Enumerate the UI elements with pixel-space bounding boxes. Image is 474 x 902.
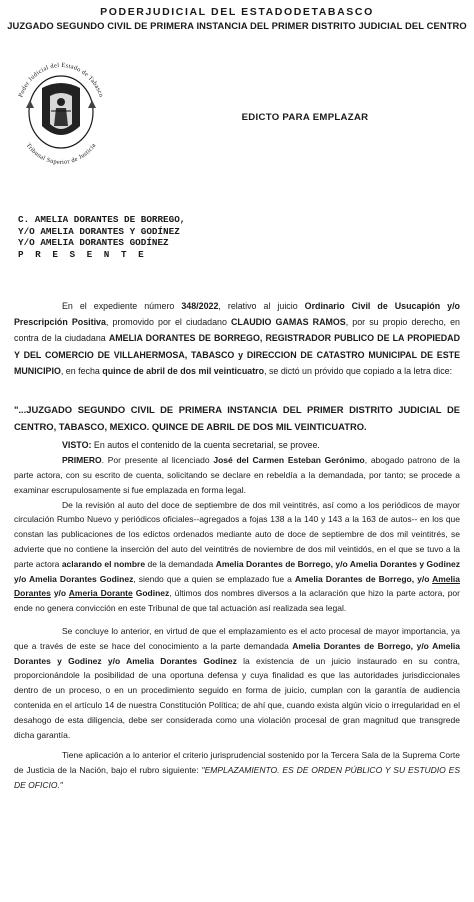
primero-label: PRIMERO bbox=[62, 455, 102, 466]
text-run: En el expediente número bbox=[62, 301, 182, 311]
paragraph-tesis bbox=[14, 748, 460, 792]
court-header-title: PODERJUDICIAL DEL ESTADODETABASCO bbox=[100, 6, 374, 18]
paragraph-primero bbox=[14, 453, 460, 497]
text-run: Se concluye lo anterior, en virtud de que el emplazamiento es el acto procesal de mayor importancia, ya que a través de este se hace del conocimiento a la parte demandada bbox=[14, 625, 460, 651]
ruling-date: quince de abril de dos mil veinticuatro bbox=[102, 365, 265, 376]
text-run: , en fecha bbox=[60, 365, 103, 376]
case-type: Ordinario Civil de Usucapión y/o Prescripción Positiva bbox=[14, 301, 460, 328]
text-run: . Por presente al licenciado bbox=[101, 455, 214, 466]
text-run: la existencia de un juicio instaurado en su contra, proporcionándole la posibilidad de una oportuna defensa y cuya finalidad es que las autoridades jurisdiccionales dentro de un proceso, o en un procedimiento seguido en forma de juicio, cumplan con la garantía de audiencia contenida en el artículo 14 de nuestra Constitución Política; de ahí que, cuando exista algún vicio o irregularidad en el desahogo de esta diligencia, debe ser considerada como una violación procesal de gran magnitud que transgrede dicha garantía. bbox=[14, 655, 460, 740]
defendant-names: Amelia Dorantes de Borrego, y/o Amelia Dorantes y Godinez y/o Amelia Dorantes Godinez bbox=[14, 640, 460, 666]
addressee-presente: P R E S E N T E bbox=[18, 248, 147, 260]
paragraph-visto bbox=[14, 437, 460, 453]
addressee-block bbox=[18, 214, 458, 260]
text-run: , se dictó un próvido que copiado a la letra dice: bbox=[264, 365, 453, 376]
plaintiff-name: CLAUDIO GAMAS RAMOS bbox=[231, 317, 346, 328]
underlined-name: Ameria Dorante bbox=[68, 588, 133, 599]
case-number: 348/2022 bbox=[181, 301, 219, 311]
seal-bottom-text: Tribunal Superior de Justicia bbox=[24, 141, 98, 166]
court-seal-icon bbox=[6, 48, 116, 170]
jurisprudence-heading: "EMPLAZAMIENTO. ES DE ORDEN PÚBLICO Y SU ESTUDIO ES DE OFICIO." bbox=[14, 765, 460, 790]
text-run: Tiene aplicación a lo anterior el criterio jurisprudencial sostenido por la Tercera Sala de la Suprema Corte de Justicia de la Nación, bajo el rubro siguiente: bbox=[14, 750, 460, 776]
bold-run: Godinez bbox=[132, 588, 170, 599]
attorney-name: José del Carmen Esteban Gerónimo bbox=[213, 455, 365, 466]
defendants-names: AMELIA DORANTES DE BORREGO, REGISTRADOR PUBLICO DE LA PROPIEDAD Y DEL COMERCIO DE VILLAHERMOSA, TABASCO y DIRECCION DE CATASTRO MUNICIPAL DE ESTE MUNICIPIO bbox=[14, 333, 460, 376]
edict-body bbox=[14, 298, 460, 793]
defendant-names: Amelia Dorantes de Borrego, y/o Amelia Dorantes y Godinez y/o Amelia Dorantes Godinez bbox=[14, 558, 460, 584]
paragraph-revision bbox=[14, 498, 460, 616]
court-header-subtitle: JUZGADO SEGUNDO CIVIL DE PRIMERA INSTANCIA DEL PRIMER DISTRITO JUDICIAL DEL CENTRO bbox=[7, 20, 467, 31]
text-run: , últimos dos nombres diversos a la aclaración que hizo la parte actora, por ende no genera convicción en este Tribunal de que tal actuación así realizada sea legal. bbox=[14, 588, 460, 614]
quote-heading: "...JUZGADO SEGUNDO CIVIL DE PRIMERA INSTANCIA DEL PRIMER DISTRITO JUDICIAL DE CENTRO, TABASCO, MEXICO. QUINCE DE ABRIL DE DOS MIL VEINTICUATRO. bbox=[14, 404, 460, 433]
text-run: , siendo que a quien se emplazado fue a bbox=[133, 573, 295, 584]
text-run: De la revisión al auto del doce de septiembre de dos mil veintitrés, así como a los periódicos de mayor circulación Rumbo Nuevo y periódicos oficiales--agregados a fojas 138 a la 140 y 143 a la 163 de autos-- en los que constan las publicaciones de los edictos ordenados mediante auto de doce de septiembre de dos mil veintitrés, se advierte que no contiene la inserción del auto del veintitrés de noviembre de dos mil veintidós, en el que se tuvo a la parte actora bbox=[14, 499, 460, 569]
paragraph-concluye bbox=[14, 624, 460, 742]
addressee-line: Y/O AMELIA DORANTES Y GODÍNEZ bbox=[18, 225, 180, 237]
paragraph-expediente bbox=[14, 298, 460, 379]
text-run: , abogado patrono de la parte actora, con su escrito de cuenta, solicitando se declare en rebeldía a la demandada, por tanto; se procede a examinar escrupulosamente si fue emplazada en forma legal. bbox=[14, 455, 460, 495]
edicto-title: EDICTO PARA EMPLAZAR bbox=[241, 112, 369, 123]
svg-text:Tribunal Superior de Justicia bbox=[24, 142, 97, 166]
seal-top-text: Poder Judicial del Estado de Tabasco bbox=[17, 61, 105, 99]
text-run: En autos el contenido de la cuenta secretarial, se provee. bbox=[91, 440, 320, 451]
bold-run: y/o bbox=[50, 588, 69, 599]
addressee-line: Y/O AMELIA DORANTES GODÍNEZ bbox=[18, 237, 169, 249]
addressee-line: C. AMELIA DORANTES DE BORREGO, bbox=[18, 214, 186, 225]
text-run: de la demandada bbox=[145, 558, 216, 569]
underlined-name: Amelia Dorantes bbox=[14, 573, 460, 599]
bold-run: Amelia Dorantes de Borrego, y/o bbox=[294, 573, 433, 584]
visto-label: VISTO: bbox=[62, 440, 92, 451]
text-run: , promovido por el ciudadano bbox=[105, 317, 232, 328]
text-run: , relativo al juicio bbox=[218, 301, 305, 311]
text-run: , por su propio derecho, en contra de la ciudadana bbox=[14, 317, 460, 344]
bold-run: aclarando el nombre bbox=[61, 558, 146, 569]
